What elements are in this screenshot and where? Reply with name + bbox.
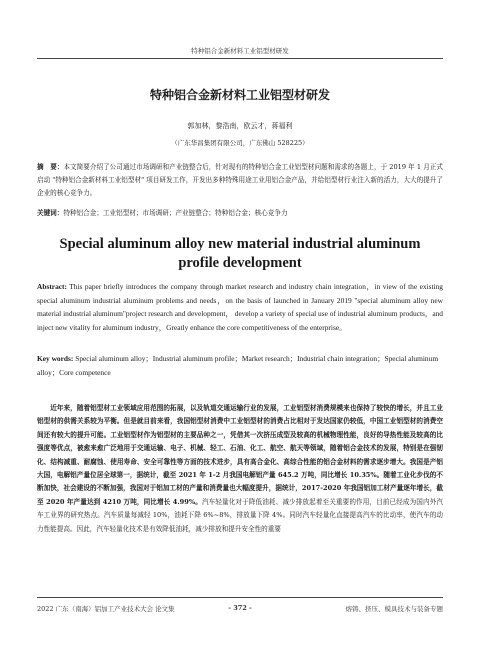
footer-divider xyxy=(37,597,443,598)
keywords-en xyxy=(37,352,443,379)
abstract-cn-text: 本文简要介绍了公司通过市场调研和产业链整合后，针对现有的特种铝合金工业铝型材问题和需求的各题上，于 2019 年 1 月正式启动 "特种铝合金新材料工业铝型材" 项目研发工作，开发出多种特殊用途工业用铝合金产品，并给铝型材行业注入新的活力，大大的提升了企业的核心竞争力。 xyxy=(37,163,444,197)
body-bold-run: 近年来，随着铝型材工业领域应用范围的拓展，以及轨道交通运输行业的发展，工业铝型材消费规模来也保持了较快的增长，并且工业铝型材的供需关系较为平衡。但是就目前来看，我国铝型材消费中工业铝型材的消费占比相对于发达国家仍较低，中国工业铝型材的消费空间还有较大的提升可能。工业铝型材作为铝型材的主要品种之一，凭借其一次挤压成型及较高的机械物理性能，良好的导热性能及较高的比强度等优点，被愈来愈广泛地用于交通运输、电子、机械、轻工、石油、化工、航空、航天等领域，随着铝合金技术的发展，特别是在强韧化、结构减重、耐腐蚀、使用寿命、安全可靠性等方面的技术进步，具有高合金化、高综合性能的铝合金材料的需求逐步增大。我国是产铝大国，电解铝产量位居全球第一，据统计，截至 2021 年 1-2 月我国电解铝产量 645.2 万吨，同比增长 10.35%。随着工业化步伐的不断加快，社会建设的不断加强，我国对于铝加工材的产量和消费量也大幅度提升，据统计，2017-2020 年我国铝加工材产量逐年增长，截至 2020 年产量达到 4210 万吨，同比增长 4.99%。 xyxy=(37,404,443,506)
abstract-cn xyxy=(37,161,443,200)
keywords-cn-text: 特种铝合金；工业铝型材；市场调研；产业链整合；特种铝合金；核心竞争力 xyxy=(63,209,288,217)
paper-title-cn: 特种铝合金新材料工业铝型材研发 xyxy=(149,88,330,102)
abstract-en-label: Abstract: xyxy=(37,282,67,291)
footer-proceedings: 2022 广东（南海）铝加工产业技术大会 论文集 xyxy=(37,605,175,613)
running-header: 特种铝合金新材料工业铝型材研发 xyxy=(191,47,289,55)
paper-title-en: Special aluminum alloy new material industrial aluminum profile development xyxy=(59,236,421,271)
keywords-cn xyxy=(37,207,443,220)
abstract-en xyxy=(37,280,443,334)
abstract-cn-label: 摘 要： xyxy=(37,163,64,171)
abstract-en-text: This paper briefly introduces the company through market research and industry chain integration，in view of the existing special aluminum industrial aluminum problems and needs，on the basis of launched in January 2019 "special aluminum alloy new material industrial aluminum"project research and development， develop a variety of special use of industrial aluminum products，and inject new vitality for aluminum industry，Greatly enhance the core competitiveness of the enterprise。 xyxy=(37,282,444,332)
body-normal-run: 汽车轻量化对于降低油耗、减少排放起着至关重要的作用，目前已经成为国内外汽车工业界的研究热点。汽车质量每减轻 10%，油耗下降 6%~8%，排放量下降 4%。同时汽车轻量化直接提高汽车的比动率，使汽车的动力性能提高。因此，汽车轻量化技术是有效降低油耗，减少排放和提升安全性的重要 xyxy=(37,497,443,533)
keywords-en-text: Special aluminum alloy；Industrial aluminum profile；Market research；Industrial chain integration；Special aluminum alloy；Core competence xyxy=(37,354,439,377)
body-paragraph xyxy=(37,402,443,536)
keywords-en-label: Key words: xyxy=(37,354,74,363)
page-number: - 372 - xyxy=(228,604,252,612)
affiliation: （广东华昌集团有限公司，广东佛山 528225） xyxy=(171,139,309,147)
keywords-cn-label: 关键词： xyxy=(37,209,64,217)
header-divider xyxy=(37,58,443,59)
author-list: 郭加林，黎浩南，欧云才，蒋福利 xyxy=(187,122,293,130)
footer-section: 熔铸、挤压、模具技术与装备专题 xyxy=(345,605,443,613)
